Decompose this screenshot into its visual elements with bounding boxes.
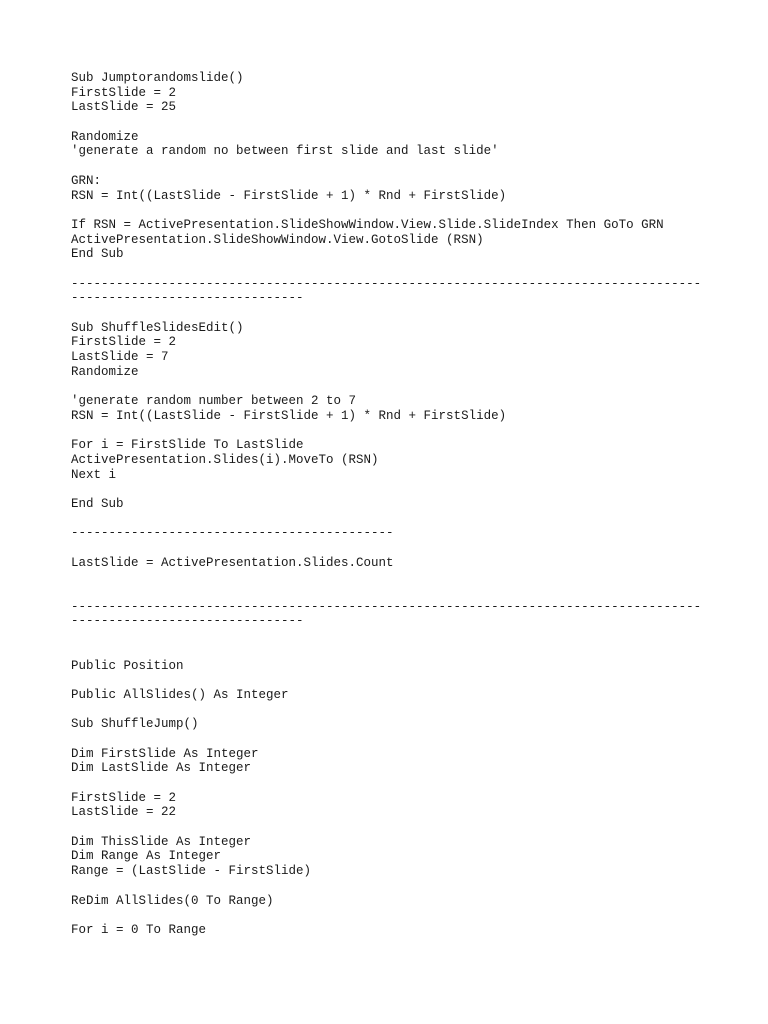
code-block [71, 923, 731, 938]
code-line: ActivePresentation.SlideShowWindow.View.GotoSlide (RSN) [71, 232, 484, 247]
blank-line [71, 379, 731, 394]
code-block [71, 321, 731, 380]
code-line: Sub ShuffleJump() [71, 717, 199, 732]
code-block [71, 894, 731, 909]
code-line: ActivePresentation.Slides(i).MoveTo (RSN) [71, 452, 379, 467]
blank-line [71, 203, 731, 218]
code-line: Randomize [71, 364, 139, 379]
code-block [71, 791, 731, 820]
code-block [71, 174, 731, 203]
code-line: LastSlide = 7 [71, 350, 169, 365]
code-line: End Sub [71, 247, 124, 262]
blank-line [71, 629, 731, 658]
code-block [71, 394, 731, 423]
separator [71, 526, 731, 541]
blank-line [71, 541, 731, 556]
separator [71, 600, 731, 629]
code-line: LastSlide = 22 [71, 805, 177, 820]
code-block [71, 71, 731, 115]
blank-line [71, 424, 731, 439]
code-line: Randomize [71, 129, 139, 144]
blank-line [71, 820, 731, 835]
blank-line [71, 512, 731, 527]
code-block [71, 747, 731, 776]
document-page [71, 71, 731, 938]
blank-line [71, 879, 731, 894]
separator-line: ------------------------------------------- [71, 526, 394, 541]
code-line: For i = FirstSlide To LastSlide [71, 438, 304, 453]
blank-line [71, 115, 731, 130]
code-block [71, 717, 731, 732]
blank-line [71, 482, 731, 497]
code-line: ReDim AllSlides(0 To Range) [71, 893, 274, 908]
code-comment: 'generate a random no between first slide and last slide' [71, 144, 499, 159]
code-line: Public AllSlides() As Integer [71, 687, 289, 702]
code-line: Public Position [71, 658, 184, 673]
code-line: LastSlide = 25 [71, 100, 177, 115]
code-block [71, 556, 731, 571]
code-block [71, 130, 731, 159]
code-line: Dim Range As Integer [71, 849, 222, 864]
code-block [71, 688, 731, 703]
separator-line: ------------------------------------------------------------------------------------ [71, 599, 702, 614]
code-line: For i = 0 To Range [71, 922, 207, 937]
code-block [71, 497, 731, 512]
separator-line: ------------------------------- [71, 291, 304, 306]
blank-line [71, 732, 731, 747]
blank-line [71, 703, 731, 718]
separator [71, 277, 731, 306]
blank-line [71, 908, 731, 923]
blank-line [71, 776, 731, 791]
code-line: FirstSlide = 2 [71, 790, 177, 805]
separator-line: ------------------------------- [71, 614, 304, 629]
blank-line [71, 673, 731, 688]
code-block [71, 659, 731, 674]
separator-line: ------------------------------------------------------------------------------------ [71, 276, 702, 291]
code-line: Dim LastSlide As Integer [71, 761, 252, 776]
code-line: Dim ThisSlide As Integer [71, 834, 252, 849]
code-line: RSN = Int((LastSlide - FirstSlide + 1) * Rnd + FirstSlide) [71, 188, 507, 203]
code-line: Sub Jumptorandomslide() [71, 71, 244, 85]
code-line: FirstSlide = 2 [71, 335, 177, 350]
code-line: RSN = Int((LastSlide - FirstSlide + 1) * Rnd + FirstSlide) [71, 408, 507, 423]
code-line: Next i [71, 467, 117, 482]
code-block [71, 218, 731, 262]
blank-line [71, 570, 731, 599]
code-line: If RSN = ActivePresentation.SlideShowWindow.View.Slide.SlideIndex Then GoTo GRN [71, 217, 664, 232]
code-block [71, 438, 731, 482]
code-comment: 'generate random number between 2 to 7 [71, 394, 357, 409]
blank-line [71, 159, 731, 174]
code-label: GRN: [71, 173, 102, 188]
blank-line [71, 262, 731, 277]
code-line: FirstSlide = 2 [71, 85, 177, 100]
code-block [71, 835, 731, 879]
code-line: LastSlide = ActivePresentation.Slides.Count [71, 555, 394, 570]
blank-line [71, 306, 731, 321]
code-line: Range = (LastSlide - FirstSlide) [71, 864, 312, 879]
code-line: Sub ShuffleSlidesEdit() [71, 320, 244, 335]
code-line: Dim FirstSlide As Integer [71, 746, 259, 761]
code-line: End Sub [71, 496, 124, 511]
